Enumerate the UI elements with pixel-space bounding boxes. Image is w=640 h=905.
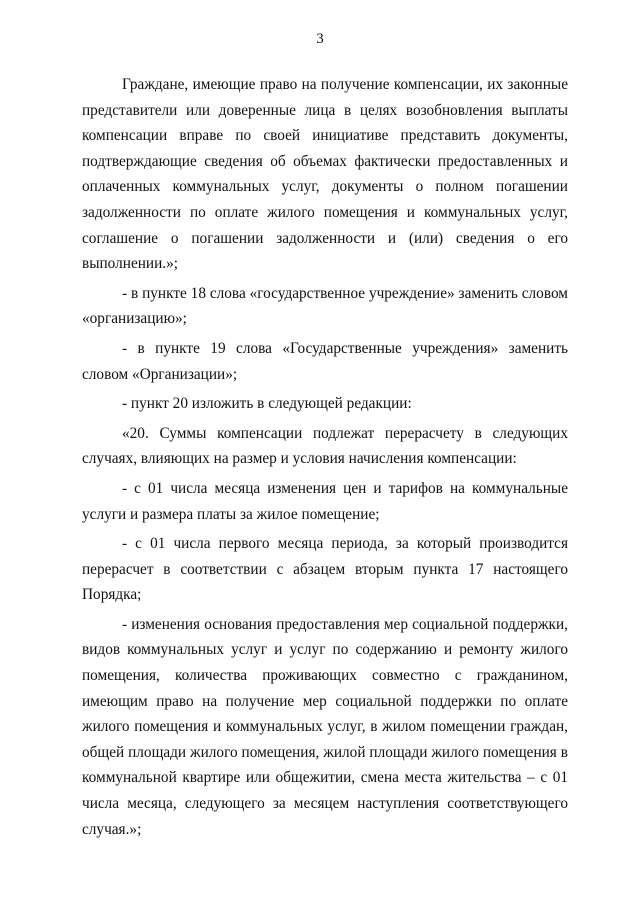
- paragraph-compensation-documents: Граждане, имеющие право на получение компенсации, их законные представители или доверенные лица в целях возобновления выплаты компенсации вправе по своей инициативе представить документы, подтверждающие сведения об объемах фактически предоставленных и оплаченных коммунальных услуг, документы о полном погашении задолженности по оплате жилого помещения и коммунальных услуг, соглашение о погашении задолженности и (или) сведения о его выполнении.»;: [82, 76, 568, 273]
- paragraph-recalc-tariffs: - с 01 числа месяца изменения цен и тарифов на коммунальные услуги и размера платы за жилое помещение;: [82, 479, 568, 523]
- paragraph-recalc-changes: - изменения основания предоставления мер социальной поддержки, видов коммунальных услуг и услуг по содержанию и ремонту жилого помещения, количества проживающих совместно с гражданином, имеющим право на получение мер социальной поддержки по оплате жилого помещения и коммунальных услуг, в жилом помещении граждан, общей площади жилого помещения, жилой площади жилого помещения в коммунальной квартире или общежитии, смена места жительства – с 01 числа месяца, следующего за месяцем наступления соответствующего случая.»;: [82, 615, 568, 838]
- paragraph-item-20-text: «20. Суммы компенсации подлежат перерасчету в следующих случаях, влияющих на размер и условия начисления компенсации:: [82, 424, 568, 468]
- paragraph-recalc-period: - с 01 числа первого месяца периода, за который производится перерасчет в соответствии с абзацем вторым пункта 17 настоящего Порядка;: [82, 535, 568, 604]
- paragraph-item-19-amendment: - в пункте 19 слова «Государственные учреждения» заменить словом «Организации»;: [82, 339, 568, 383]
- paragraph-item-18-amendment: - в пункте 18 слова «государственное учреждение» заменить словом «организацию»;: [82, 284, 568, 328]
- page-number: 3: [316, 31, 324, 47]
- document-body: [82, 72, 568, 846]
- paragraph-item-20-intro: - пункт 20 изложить в следующей редакции:: [122, 395, 412, 413]
